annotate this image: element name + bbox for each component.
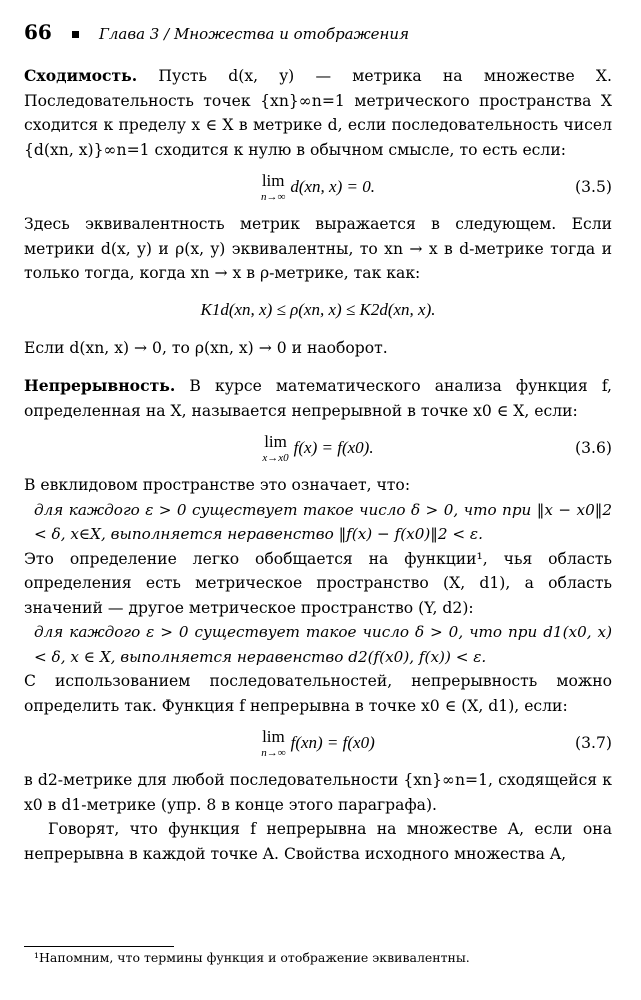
section-gap bbox=[24, 360, 612, 374]
limit-operator bbox=[261, 728, 285, 759]
footnote: ¹Напомним, что термины функция и отображение эквивалентны. bbox=[34, 950, 470, 965]
equation-3-5 bbox=[24, 162, 612, 212]
equation-3-7 bbox=[24, 718, 612, 768]
equation-body: f(x) = f(x0). bbox=[293, 437, 374, 457]
header-bullet bbox=[72, 31, 79, 38]
inequality-body: K1d(xn, x) ≤ ρ(xn, x) ≤ K2d(xn, x). bbox=[200, 300, 436, 320]
limit-operator bbox=[261, 172, 285, 203]
paragraph-generalization: Это определение легко обобщается на функции¹, чья область определения есть метрическое пространство (X, d1), а область значений — другое метрическое пространство (Y, d2): bbox=[24, 549, 612, 617]
limit-operator bbox=[262, 433, 288, 464]
page-number: 66 bbox=[24, 20, 52, 44]
limit-symbol: lim bbox=[264, 431, 287, 451]
paragraph-euclidean: В евклидовом пространстве это означает, что: bbox=[24, 476, 411, 494]
paragraph-continuity-intro bbox=[24, 374, 612, 423]
continuity-definition-text: В курсе математического анализа функция f, определенная на X, называется непрерывной в точке x0 ∈ X, если: bbox=[24, 377, 612, 420]
limit-symbol: lim bbox=[262, 726, 285, 746]
equation-number: (3.7) bbox=[575, 733, 612, 752]
paragraph-sequences: С использованием последовательностей, непрерывность можно определить так. Функция f непрерывна в точке x0 ∈ (X, d1), если: bbox=[24, 672, 612, 715]
paragraph-convergence-intro bbox=[24, 64, 612, 162]
equation-3-6 bbox=[24, 423, 612, 473]
convergence-definition-text: Пусть d(x, y) — метрика на множестве X. Последовательность точек {xn}∞n=1 метрического пространства X сходится к пределу x ∈ X в метрике d, если последовательность чисел {d(xn, x)}∞n=1 сходится к нулю в обычном смысле, то есть если: bbox=[24, 67, 612, 159]
equation-body: f(xn) = f(x0) bbox=[290, 732, 375, 752]
condition-metric: для каждого ε > 0 существует такое число δ > 0, что при d1(x0, x) < δ, x ∈ X, выполняется неравенство d2(f(x0), f(x)) < ε. bbox=[34, 623, 612, 666]
equation-body: d(xn, x) = 0. bbox=[290, 176, 375, 196]
paragraph-d2-metric: в d2-метрике для любой последовательности {xn}∞n=1, сходящейся к x0 в d1-метрике (упр. 8 в конце этого параграфа). bbox=[24, 771, 612, 814]
condition-euclidean: для каждого ε > 0 существует такое число δ > 0, что при ‖x − x0‖2 < δ, x∈X, выполняется неравенство ‖f(x) − f(x0)‖2 < ε. bbox=[34, 500, 612, 543]
limit-subscript: x→x0 bbox=[262, 451, 289, 464]
section-heading-convergence: Сходимость. bbox=[24, 66, 138, 85]
paragraph-converse: Если d(xn, x) → 0, то ρ(xn, x) → 0 и наоборот. bbox=[24, 338, 388, 357]
limit-symbol: lim bbox=[261, 170, 285, 190]
inequality-equivalence bbox=[24, 286, 612, 336]
page-body bbox=[24, 64, 612, 866]
equation-number: (3.5) bbox=[575, 177, 612, 196]
equation-number: (3.6) bbox=[575, 438, 612, 457]
running-header bbox=[24, 20, 409, 44]
paragraph-continuity-on-set: Говорят, что функция f непрерывна на множестве A, если она непрерывна в каждой точке A. Свойства исходного множества A, bbox=[24, 820, 612, 863]
section-heading-continuity: Непрерывность. bbox=[24, 376, 176, 395]
paragraph-equivalence: Здесь эквивалентность метрик выражается в следующем. Если метрики d(x, y) и ρ(x, y) эквивалентны, то xn → x в d-метрике тогда и только тогда, когда xn → x в ρ-метрике, так как: bbox=[24, 215, 612, 282]
limit-subscript: n→∞ bbox=[261, 190, 286, 203]
footnote-divider bbox=[24, 946, 174, 947]
limit-subscript: n→∞ bbox=[261, 746, 286, 759]
chapter-title: Глава 3 / Множества и отображения bbox=[98, 25, 410, 43]
